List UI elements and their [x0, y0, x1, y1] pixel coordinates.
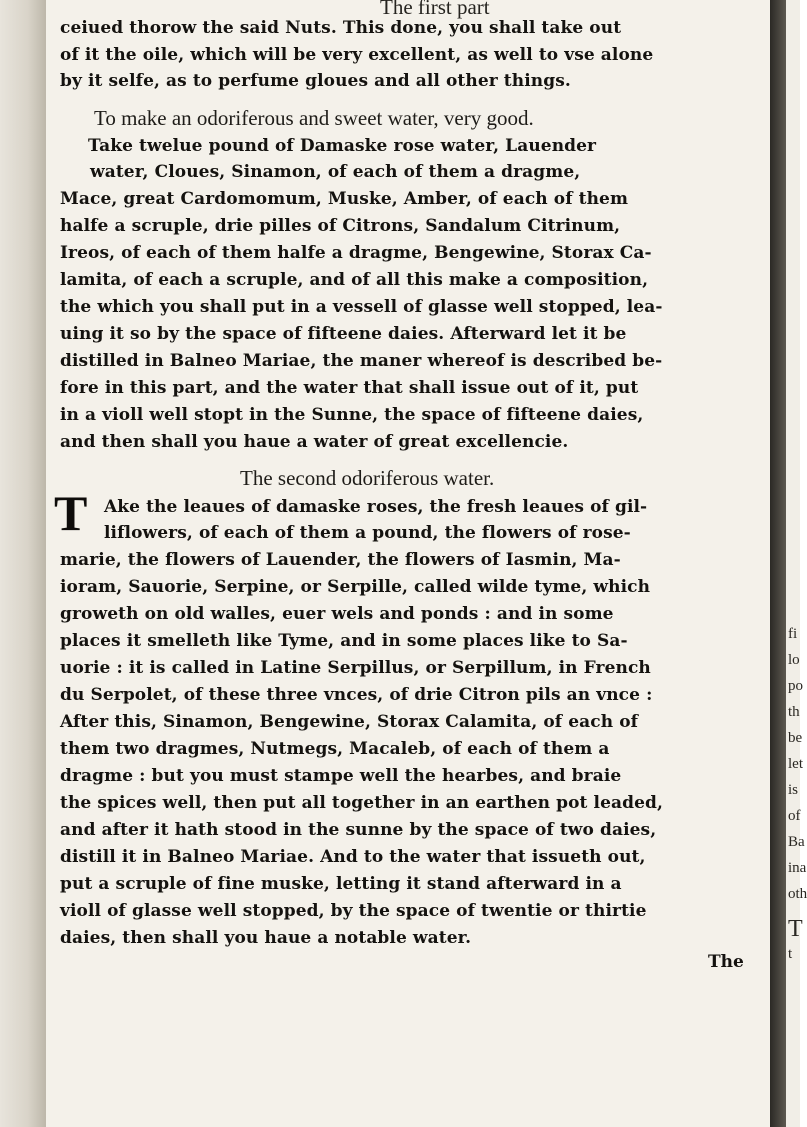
facing-page-fragment: of [788, 808, 801, 824]
text-line: them two dragmes, Nutmegs, Macaleb, of each of them a [60, 739, 610, 759]
text-line: the spices well, then put all together in an earthen pot leaded, [60, 793, 664, 813]
text-line: Take twelue pound of Damaske rose water, Lauender [88, 136, 597, 156]
text-line: dragme : but you must stampe well the hearbes, and braie [60, 766, 622, 786]
text-line: du Serpolet, of these three vnces, of drie Citron pils an vnce : [60, 685, 653, 705]
facing-page-fragment: po [788, 678, 803, 694]
drop-cap: T [54, 485, 88, 541]
text-line: the which you shall put in a vessell of glasse well stopped, lea- [60, 297, 663, 317]
facing-page-fragment: Ba [788, 834, 805, 850]
facing-page-fragment: is [788, 782, 799, 798]
text-line: by it selfe, as to perfume gloues and all other things. [60, 71, 571, 91]
text-line: marie, the flowers of Lauender, the flowers of Iasmin, Ma- [60, 550, 621, 570]
text-line: liflowers, of each of them a pound, the flowers of rose- [104, 523, 631, 543]
text-line: of it the oile, which will be very excellent, as well to vse alone [60, 45, 654, 65]
text-line: distilled in Balneo Mariae, the maner whereof is described be- [60, 351, 663, 371]
facing-page-fragment: fi [788, 626, 798, 642]
text-line: and then shall you haue a water of great excellencie. [60, 432, 569, 452]
text-line: halfe a scruple, drie pilles of Citrons, Sandalum Citrinum, [60, 216, 621, 236]
text-line: ceiued thorow the said Nuts. This done, you shall take out [60, 18, 622, 38]
text-line: ioram, Sauorie, Serpine, or Serpille, called wilde tyme, which [60, 577, 651, 597]
facing-page-fragment: be [788, 730, 803, 746]
text-line: daies, then shall you haue a notable water. [60, 928, 472, 948]
text-line: Ake the leaues of damaske roses, the fresh leaues of gil- [104, 497, 648, 517]
text-line: Mace, great Cardomomum, Muske, Amber, of each of them [60, 189, 629, 209]
running-head: The first part [380, 0, 490, 19]
text-line: After this, Sinamon, Bengewine, Storax Calamita, of each of [60, 712, 639, 732]
text-line: distill it in Balneo Mariae. And to the water that issueth out, [60, 847, 646, 867]
section-heading: To make an odoriferous and sweet water, very good. [94, 106, 534, 130]
facing-page-fragment: let [788, 756, 803, 772]
facing-page-fragment: ina [788, 860, 807, 876]
text-line: in a violl well stopt in the Sunne, the space of fifteene daies, [60, 405, 644, 425]
facing-page-fragment: oth [788, 886, 807, 902]
text-line: Ireos, of each of them halfe a dragme, Bengewine, Storax Ca- [60, 243, 652, 263]
page-edge-left [0, 0, 46, 1127]
facing-page-fragment: lo [788, 652, 800, 668]
facing-page-fragment: T [788, 916, 803, 942]
text-line: groweth on old walles, euer wels and ponds : and in some [60, 604, 614, 624]
text-line: violl of glasse well stopped, by the space of twentie or thirtie [60, 901, 647, 921]
facing-page-fragment: th [788, 704, 800, 720]
text-line: uorie : it is called in Latine Serpillus, or Serpillum, in French [60, 658, 651, 678]
facing-page-fragment: t [788, 946, 793, 962]
section-heading: The second odoriferous water. [240, 466, 495, 490]
text-line: fore in this part, and the water that shall issue out of it, put [60, 378, 639, 398]
text-line: uing it so by the space of fifteene daies. Afterward let it be [60, 324, 627, 344]
text-line: and after it hath stood in the sunne by the space of two daies, [60, 820, 657, 840]
catchword: The [708, 952, 744, 972]
text-line: lamita, of each a scruple, and of all this make a composition, [60, 270, 649, 290]
text-line: water, Cloues, Sinamon, of each of them a dragme, [90, 162, 581, 182]
text-line: put a scruple of fine muske, letting it stand afterward in a [60, 874, 622, 894]
text-line: places it smelleth like Tyme, and in some places like to Sa- [60, 631, 628, 651]
